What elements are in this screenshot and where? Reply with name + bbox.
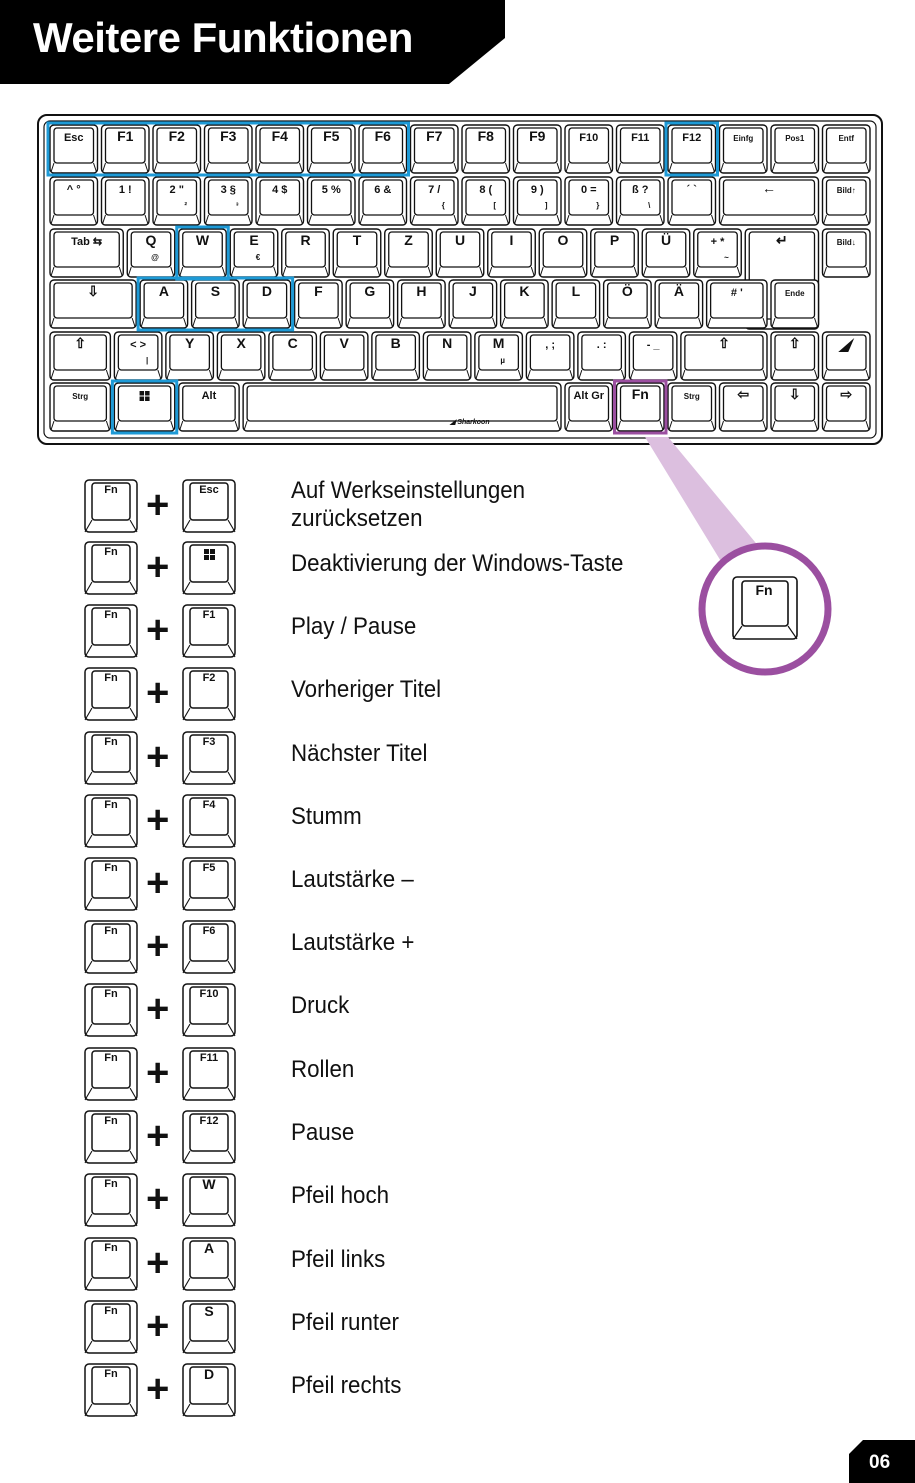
fn-key-label: Fn — [104, 672, 118, 684]
svg-text:Q: Q — [145, 232, 157, 248]
svg-text:X: X — [236, 335, 246, 351]
fn-key — [84, 479, 138, 533]
svg-text:M: M — [492, 335, 505, 351]
svg-text:6 &: 6 & — [374, 184, 392, 196]
svg-text:µ: µ — [500, 356, 505, 365]
svg-text:³: ³ — [235, 201, 239, 210]
combo-key — [182, 731, 236, 785]
fn-key — [84, 541, 138, 595]
fn-key-label: Fn — [104, 1305, 118, 1317]
svg-text:F: F — [314, 283, 323, 299]
svg-text:. :: . : — [596, 339, 607, 351]
svg-text:< >: < > — [130, 339, 147, 351]
fn-key — [84, 731, 138, 785]
svg-text:Alt: Alt — [201, 390, 217, 402]
svg-text:K: K — [519, 283, 530, 299]
function-description — [291, 866, 414, 894]
plus-sign: + — [146, 1241, 170, 1285]
windows-icon — [204, 547, 215, 558]
svg-text:, ;: , ; — [545, 339, 556, 351]
svg-text:Fn: Fn — [631, 386, 649, 402]
svg-text:R: R — [300, 232, 311, 248]
function-row — [84, 920, 804, 976]
function-row — [84, 731, 804, 787]
svg-text:F10: F10 — [579, 132, 599, 144]
function-description — [291, 1056, 354, 1084]
combo-key — [182, 667, 236, 721]
windows-key — [182, 541, 236, 595]
function-description — [291, 613, 416, 641]
function-row — [84, 541, 804, 597]
svg-text:}: } — [596, 201, 600, 210]
combo-key-label: W — [202, 1176, 216, 1192]
plus-sign: + — [146, 1367, 170, 1411]
description-line: Rollen — [291, 1056, 355, 1083]
description-line: Lautstärke + — [291, 929, 415, 956]
page-title: Weitere Funktionen — [33, 14, 413, 61]
description-line: Lautstärke – — [291, 866, 414, 893]
svg-text:D: D — [261, 283, 272, 299]
fn-key-label: Fn — [104, 988, 118, 1000]
combo-key-label: F1 — [202, 609, 216, 621]
combo-key-label: F5 — [202, 862, 216, 874]
function-description — [291, 1119, 354, 1147]
svg-text:F5: F5 — [323, 128, 340, 144]
combo-key — [182, 604, 236, 658]
svg-text:↵: ↵ — [776, 232, 788, 248]
plus-sign: + — [146, 608, 170, 652]
plus-sign: + — [146, 483, 170, 527]
svg-text:⇨: ⇨ — [840, 386, 853, 402]
function-description — [291, 550, 623, 578]
page-number — [849, 1440, 915, 1483]
combo-key-label: F12 — [199, 1115, 219, 1127]
fn-key — [84, 604, 138, 658]
svg-text:A: A — [158, 283, 169, 299]
svg-text:~: ~ — [724, 253, 729, 262]
combo-key — [182, 983, 236, 1037]
svg-text:Ende: Ende — [784, 289, 805, 298]
svg-text:1 !: 1 ! — [118, 184, 132, 196]
combo-key — [182, 1300, 236, 1354]
svg-text:\: \ — [648, 201, 651, 210]
plus-sign: + — [146, 1114, 170, 1158]
description-line: Pause — [291, 1119, 355, 1146]
function-row — [84, 1300, 804, 1356]
svg-text:F4: F4 — [271, 128, 288, 144]
function-row — [84, 857, 804, 913]
callout-fn-label: Fn — [755, 582, 773, 598]
plus-sign: + — [146, 1304, 170, 1348]
description-line: Stumm — [291, 803, 362, 830]
svg-text:B: B — [390, 335, 401, 351]
function-description — [291, 676, 441, 704]
function-row — [84, 1173, 804, 1229]
description-line: Pfeil runter — [291, 1309, 399, 1336]
svg-text:{: { — [441, 201, 445, 210]
fn-key — [84, 1237, 138, 1291]
combo-key-label: A — [203, 1240, 215, 1256]
svg-text:Y: Y — [184, 335, 195, 351]
fn-key-label: Fn — [104, 1052, 118, 1064]
combo-key — [182, 920, 236, 974]
svg-text:C: C — [287, 335, 298, 351]
combo-key — [182, 1110, 236, 1164]
fn-key-label: Fn — [104, 1115, 118, 1127]
svg-text:- _: - _ — [646, 339, 660, 351]
svg-text:W: W — [195, 232, 210, 248]
combo-key-label: D — [203, 1366, 215, 1382]
combo-key — [182, 1173, 236, 1227]
fn-key — [84, 667, 138, 721]
combo-key — [182, 794, 236, 848]
svg-text:Bild↑: Bild↑ — [836, 186, 856, 195]
function-description — [291, 803, 362, 831]
fn-key — [84, 1300, 138, 1354]
svg-text:N: N — [442, 335, 453, 351]
description-line: Pfeil hoch — [291, 1182, 390, 1209]
plus-sign: + — [146, 735, 170, 779]
svg-text:U: U — [454, 232, 466, 248]
combo-key — [182, 1047, 236, 1101]
plus-sign: + — [146, 545, 170, 589]
svg-text:T: T — [352, 232, 362, 248]
fn-key-label: Fn — [104, 1178, 118, 1190]
svg-text:Bild↓: Bild↓ — [836, 238, 856, 247]
description-line: Pfeil links — [291, 1246, 386, 1273]
svg-text:J: J — [468, 283, 477, 299]
svg-text:9 ): 9 ) — [530, 184, 544, 196]
svg-text:Ü: Ü — [660, 232, 672, 248]
plus-sign: + — [146, 1177, 170, 1221]
description-line: zurücksetzen — [291, 505, 423, 532]
svg-text:F1: F1 — [117, 128, 134, 144]
plus-sign: + — [146, 861, 170, 905]
fn-key-label: Fn — [104, 609, 118, 621]
plus-sign: + — [146, 1051, 170, 1095]
svg-text:F9: F9 — [529, 128, 546, 144]
svg-text:4 $: 4 $ — [272, 184, 288, 196]
svg-text:F12: F12 — [682, 132, 702, 144]
fn-key-label: Fn — [104, 546, 118, 558]
svg-text:Esc: Esc — [63, 132, 84, 144]
svg-text:Alt Gr: Alt Gr — [573, 390, 605, 402]
function-row — [84, 1363, 804, 1419]
svg-text:Ö: Ö — [621, 283, 633, 299]
svg-text:Z: Z — [404, 232, 413, 248]
svg-text:@: @ — [151, 253, 159, 262]
function-row — [84, 1110, 804, 1166]
svg-text:⇧: ⇧ — [74, 335, 87, 351]
svg-text:◢ Sharkoon: ◢ Sharkoon — [450, 419, 490, 426]
svg-text:]: ] — [544, 201, 548, 210]
svg-text:F8: F8 — [477, 128, 494, 144]
svg-text:F3: F3 — [220, 128, 237, 144]
fn-key-label: Fn — [104, 1242, 118, 1254]
svg-text:0 =: 0 = — [580, 184, 597, 196]
fn-key — [84, 920, 138, 974]
function-description — [291, 1182, 389, 1210]
plus-sign: + — [146, 798, 170, 842]
description-line: Play / Pause — [291, 613, 417, 640]
svg-text:€: € — [255, 253, 261, 262]
svg-text:F7: F7 — [426, 128, 443, 144]
svg-text:8 (: 8 ( — [479, 184, 493, 196]
description-line: Nächster Titel — [291, 740, 428, 767]
combo-key-label: F4 — [202, 799, 216, 811]
svg-text:F2: F2 — [168, 128, 185, 144]
description-line: Vorheriger Titel — [291, 676, 442, 703]
svg-text:# ': # ' — [730, 287, 743, 299]
fn-key — [84, 794, 138, 848]
function-description — [291, 1372, 401, 1400]
svg-text:I: I — [509, 232, 514, 248]
description-line: Druck — [291, 992, 350, 1019]
fn-key-label: Fn — [104, 1368, 118, 1380]
svg-text:H: H — [416, 283, 427, 299]
svg-text:E: E — [249, 232, 259, 248]
fn-key — [84, 1363, 138, 1417]
svg-text:S: S — [210, 283, 221, 299]
svg-text:5 %: 5 % — [321, 184, 341, 196]
combo-key-label: F6 — [202, 925, 216, 937]
svg-text:⇧: ⇧ — [718, 335, 730, 351]
svg-text:V: V — [339, 335, 349, 351]
combo-key-label: F2 — [202, 672, 216, 684]
svg-text:7 /: 7 / — [428, 184, 441, 196]
svg-text:Tab ⇆: Tab ⇆ — [71, 236, 103, 248]
svg-text:Strg: Strg — [683, 392, 700, 401]
svg-text:Strg: Strg — [72, 392, 89, 401]
svg-text:[: [ — [493, 201, 497, 210]
svg-text:Ä: Ä — [673, 283, 684, 299]
svg-text:²: ² — [184, 201, 188, 210]
function-description — [291, 1309, 399, 1337]
fn-key — [84, 857, 138, 911]
svg-text:⇩: ⇩ — [788, 386, 801, 402]
svg-text:2 ": 2 " — [169, 184, 184, 196]
fn-key-label: Fn — [104, 484, 118, 496]
function-row — [84, 667, 804, 723]
function-description — [291, 1246, 385, 1274]
combo-key-label: Esc — [199, 484, 219, 496]
fn-key-label: Fn — [104, 736, 118, 748]
function-row — [84, 1237, 804, 1293]
function-row — [84, 983, 804, 1039]
function-row — [84, 604, 804, 660]
svg-text:F11: F11 — [631, 132, 650, 144]
svg-text:O: O — [557, 232, 569, 248]
svg-text:←: ← — [762, 180, 776, 196]
page-number-text: 06 — [869, 1452, 891, 1473]
fn-key — [84, 1173, 138, 1227]
function-description — [291, 477, 525, 533]
svg-text:L: L — [571, 283, 581, 299]
svg-text:⇦: ⇦ — [737, 386, 750, 402]
svg-text:P: P — [609, 232, 620, 248]
fn-key-label: Fn — [104, 862, 118, 874]
description-line: Pfeil rechts — [291, 1372, 402, 1399]
function-row — [84, 479, 804, 535]
combo-key-label: F3 — [202, 736, 216, 748]
svg-text:F6: F6 — [374, 128, 391, 144]
fn-key — [84, 1047, 138, 1101]
function-description — [291, 992, 349, 1020]
combo-key — [182, 1237, 236, 1291]
svg-text:|: | — [146, 356, 149, 365]
combo-key — [182, 857, 236, 911]
svg-text:´ `: ´ ` — [686, 184, 697, 196]
svg-text:Entf: Entf — [838, 134, 855, 143]
plus-sign: + — [146, 671, 170, 715]
svg-text:⇧: ⇧ — [788, 335, 801, 351]
plus-sign: + — [146, 987, 170, 1031]
fn-key-label: Fn — [104, 925, 118, 937]
fn-key — [84, 1110, 138, 1164]
combo-key — [182, 1363, 236, 1417]
function-row — [84, 1047, 804, 1103]
function-description — [291, 929, 414, 957]
fn-key — [84, 983, 138, 1037]
plus-sign: + — [146, 924, 170, 968]
description-line: Deaktivierung der Windows-Taste — [291, 550, 624, 577]
svg-text:^ °: ^ ° — [66, 184, 81, 196]
svg-text:⇩: ⇩ — [87, 283, 99, 299]
function-row — [84, 794, 804, 850]
svg-text:ß ?: ß ? — [632, 184, 649, 196]
combo-key-label: S — [204, 1303, 214, 1319]
svg-text:Pos1: Pos1 — [785, 134, 805, 143]
description-line: Auf Werkseinstellungen — [291, 477, 526, 504]
combo-key-label: F11 — [199, 1052, 219, 1064]
svg-text:Einfg: Einfg — [733, 134, 754, 143]
combo-key — [182, 479, 236, 533]
svg-text:+ *: + * — [710, 236, 725, 248]
svg-text:G: G — [364, 283, 376, 299]
function-description — [291, 740, 427, 768]
svg-text:3 §: 3 § — [220, 184, 236, 196]
combo-key-label: F10 — [199, 988, 219, 1000]
fn-key-label: Fn — [104, 799, 118, 811]
